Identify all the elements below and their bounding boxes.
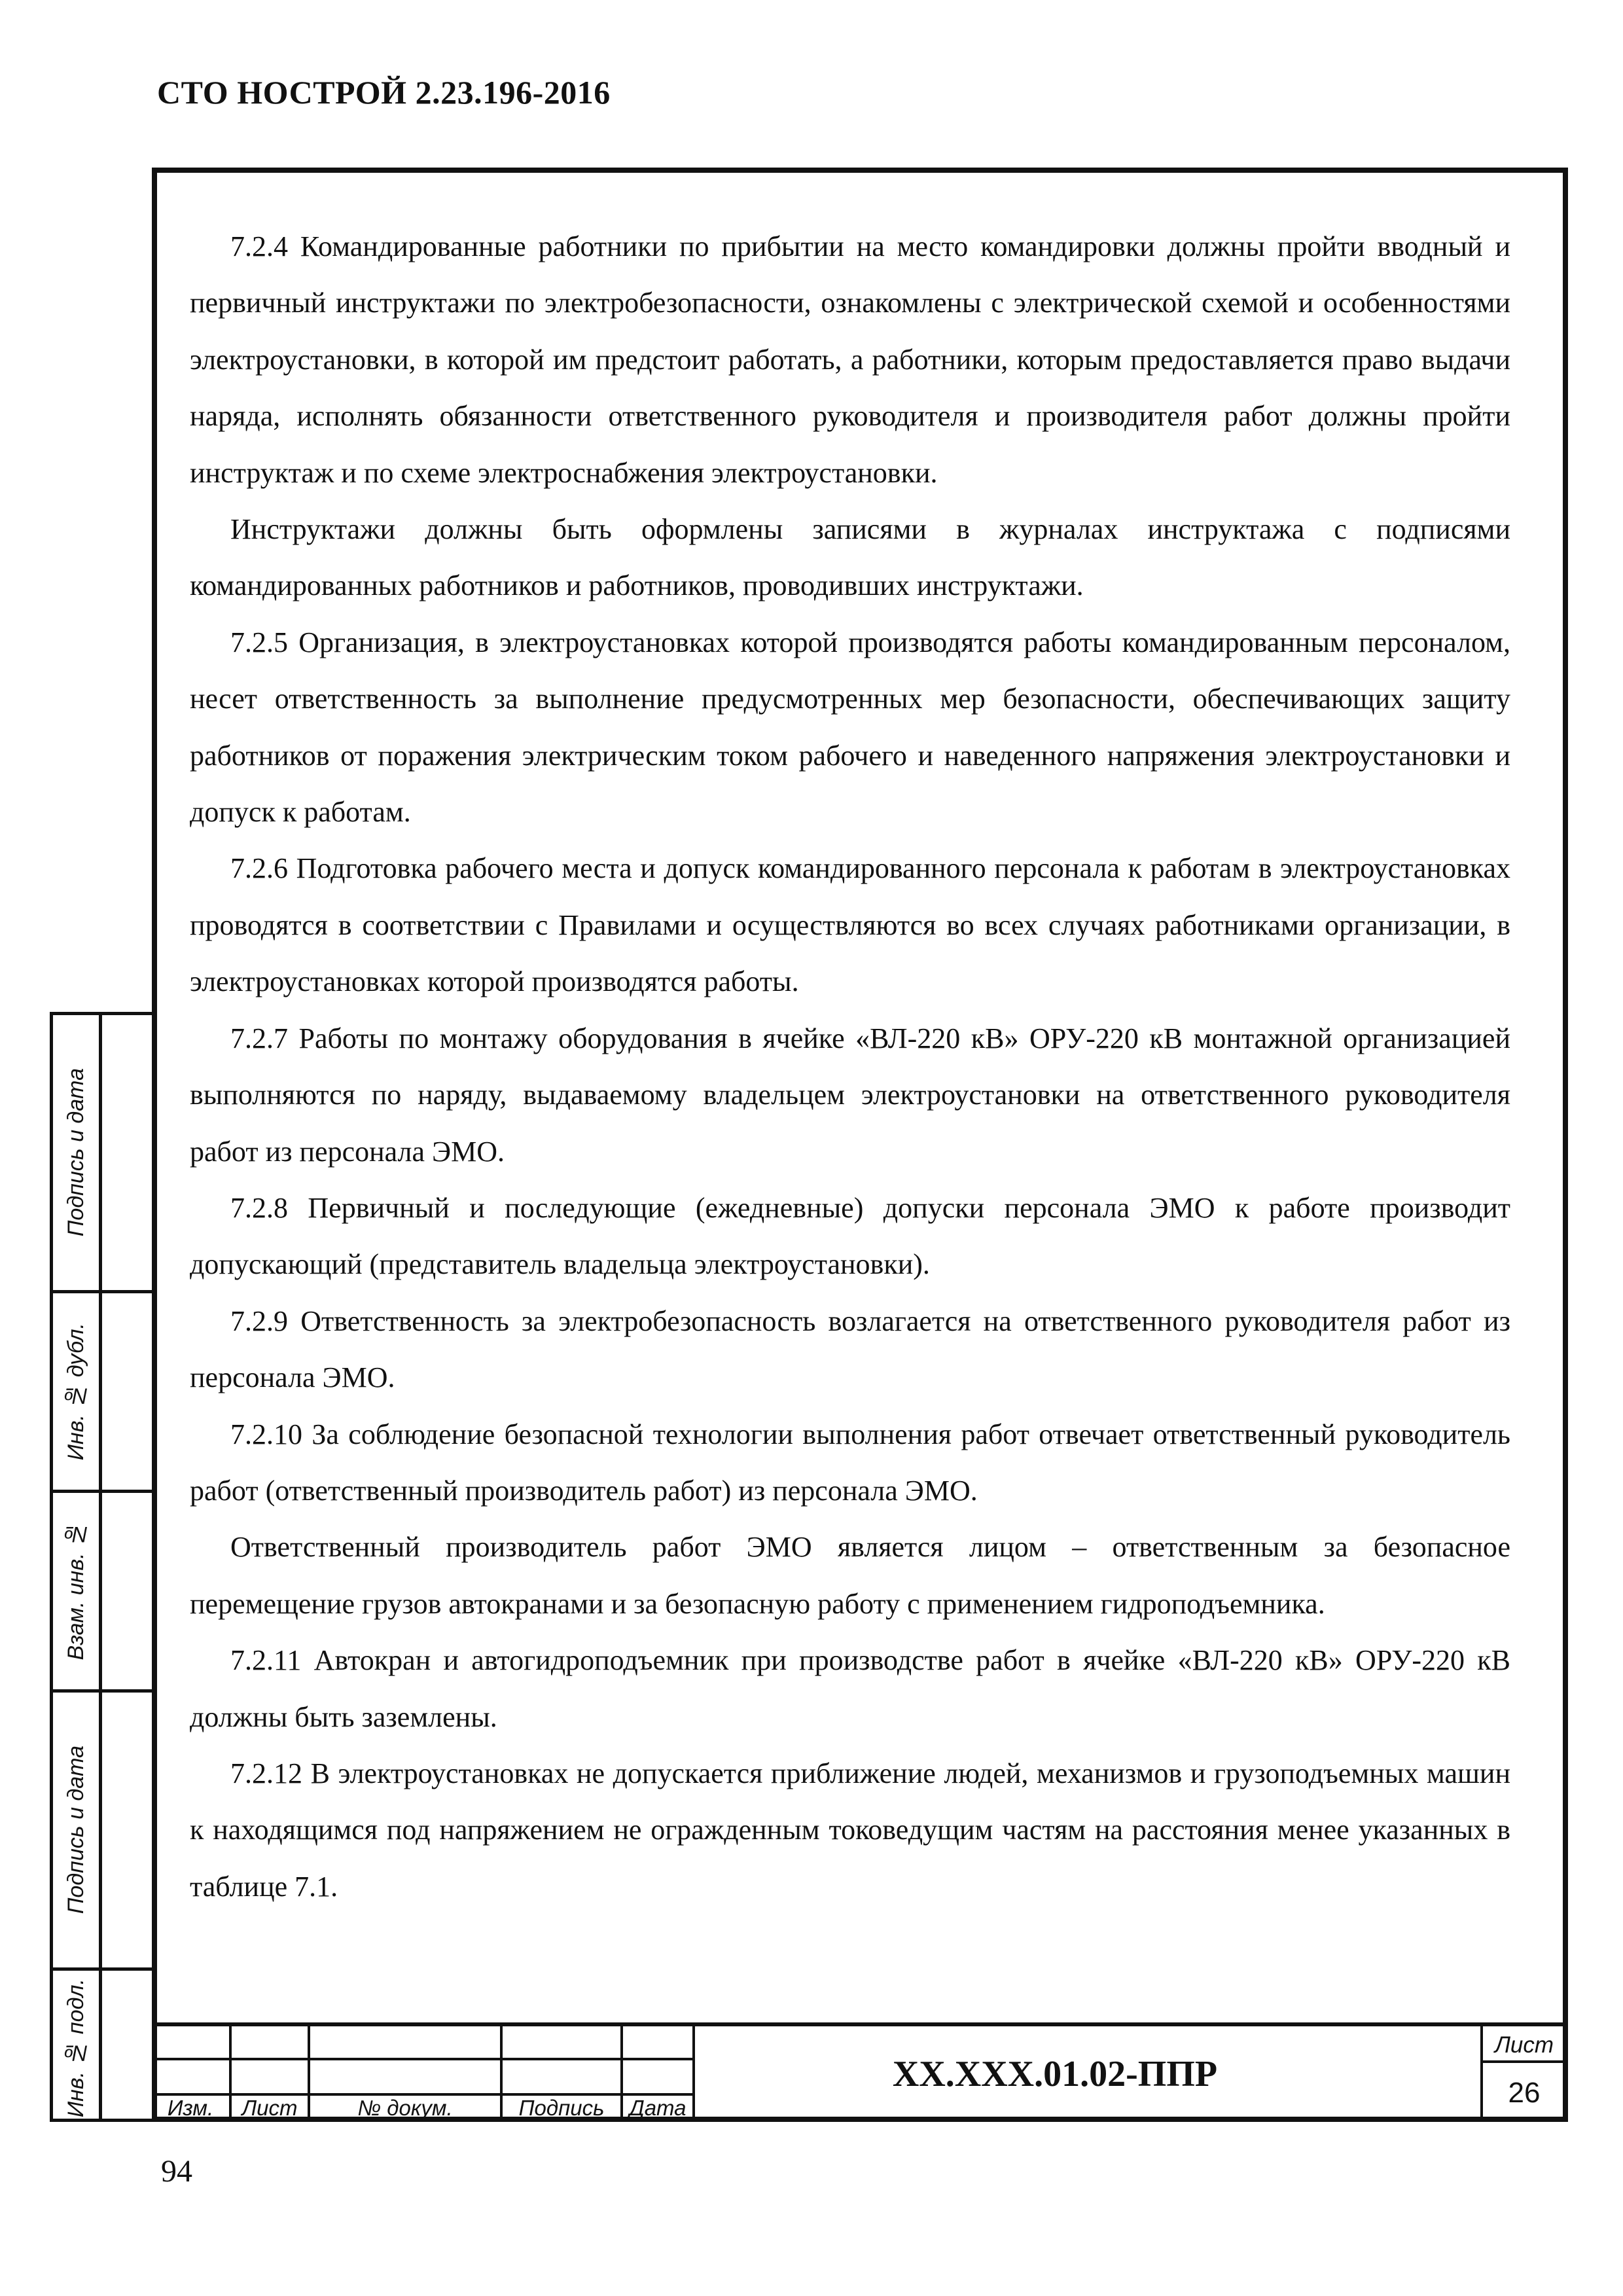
sheet-number: 26: [1508, 2077, 1541, 2109]
paragraph-7-2-8: 7.2.8 Первичный и последующие (ежедневные) допуски персонала ЭМО к работе производит допускающий (представитель владельца электроустановки).: [190, 1191, 1510, 1281]
side-label-duplicate-inv: Инв. № дубл.: [63, 1322, 88, 1461]
paragraph-7-2-6: 7.2.6 Подготовка рабочего места и допуск командированного персонала к работам в электроустановках проводятся в соответствии с Правилами и осуществляются во всех случаях работниками организации, в электроустановках которой производятся работы.: [190, 852, 1510, 998]
side-cell-original-inv: [53, 1971, 99, 2125]
side-stamp-divider: [99, 1015, 102, 2119]
paragraph-7-2-4: 7.2.4 Командированные работники по прибытии на место командировки должны пройти вводный и первичный инструктажи по электробезопасности, ознакомлены с электрической схемой и особенностями электроустановки, в которой им предстоит работать, а работники, которым предоставляется право выдачи наряда, исполнять обязанности ответственного руководителя и производителя работ должны пройти инструктаж и по схеме электроснабжения электроустановки.: [190, 230, 1510, 489]
title-block-col-signature: Подпись: [518, 2096, 605, 2120]
side-stamp: [50, 1012, 152, 2122]
side-label-replace-inv: Взам. инв. №: [63, 1522, 88, 1660]
title-block-col-document-number: № докум.: [357, 2096, 453, 2120]
title-block-col-change: Изм.: [167, 2096, 214, 2120]
document-body: [190, 219, 1510, 1915]
title-block-document-code: ХХ.ХХХ.01.02-ППР: [892, 2054, 1218, 2094]
paragraph-7-2-5: 7.2.5 Организация, в электроустановках которой производятся работы командированным персоналом, несет ответственность за выполнение предусмотренных мер безопасности, обеспечивающих защиту работников от поражения электрическим током рабочего и наведенного напряжения электроустановки и допуск к работам.: [190, 626, 1510, 829]
side-label-signature-date-bottom: Подпись и дата: [63, 1746, 88, 1914]
title-block-col-sheet: Лист: [241, 2096, 298, 2120]
side-cell-signature-date-bottom: [53, 1693, 99, 1967]
page-number: 94: [161, 2154, 192, 2189]
paragraph-7-2-12: 7.2.12 В электроустановках не допускается приближение людей, механизмов и грузоподъемных машин к находящимся под напряжением не огражденным токоведущим частям на расстояния менее указанных в таблице 7.1.: [190, 1757, 1510, 1903]
side-cell-duplicate-inv: [53, 1293, 99, 1490]
document-standard-code: СТО НОСТРОЙ 2.23.196-2016: [157, 74, 611, 111]
paragraph-7-2-11: 7.2.11 Автокран и автогидроподъемник при производстве работ в ячейке «ВЛ-220 кВ» ОРУ-220 кВ должны быть заземлены.: [190, 1644, 1510, 1733]
sheet-label: Лист: [1494, 2032, 1554, 2058]
paragraph-briefing-records: Инструктажи должны быть оформлены записями в журналах инструктажа с подписями командированных работников и работников, проводивших инструктажи.: [190, 513, 1510, 602]
paragraph-responsible-producer: Ответственный производитель работ ЭМО является лицом – ответственным за безопасное перемещение грузов автокранами и за безопасную работу с применением гидроподъемника.: [190, 1531, 1510, 1620]
side-label-original-inv: Инв. № подл.: [63, 1978, 88, 2118]
side-cell-signature-date-top: [53, 1015, 99, 1290]
sheet-box-line: [1482, 2060, 1568, 2063]
title-block: [152, 2022, 1568, 2122]
paragraph-7-2-10: 7.2.10 За соблюдение безопасной технологии выполнения работ отвечает ответственный руководитель работ (ответственный производитель работ) из персонала ЭМО.: [190, 1418, 1510, 1507]
paragraph-7-2-7: 7.2.7 Работы по монтажу оборудования в ячейке «ВЛ-220 кВ» ОРУ-220 кВ монтажной организацией выполняются по наряду, выдаваемому владельцем электроустановки на ответственного руководителя работ из персонала ЭМО.: [190, 1022, 1510, 1168]
paragraph-7-2-9: 7.2.9 Ответственность за электробезопасность возлагается на ответственного руководителя работ из персонала ЭМО.: [190, 1304, 1510, 1394]
title-block-row-line: [152, 2058, 695, 2060]
title-block-col-date: Дата: [629, 2096, 687, 2120]
side-label-signature-date-top: Подпись и дата: [63, 1068, 88, 1237]
side-cell-replace-inv: [53, 1493, 99, 1689]
